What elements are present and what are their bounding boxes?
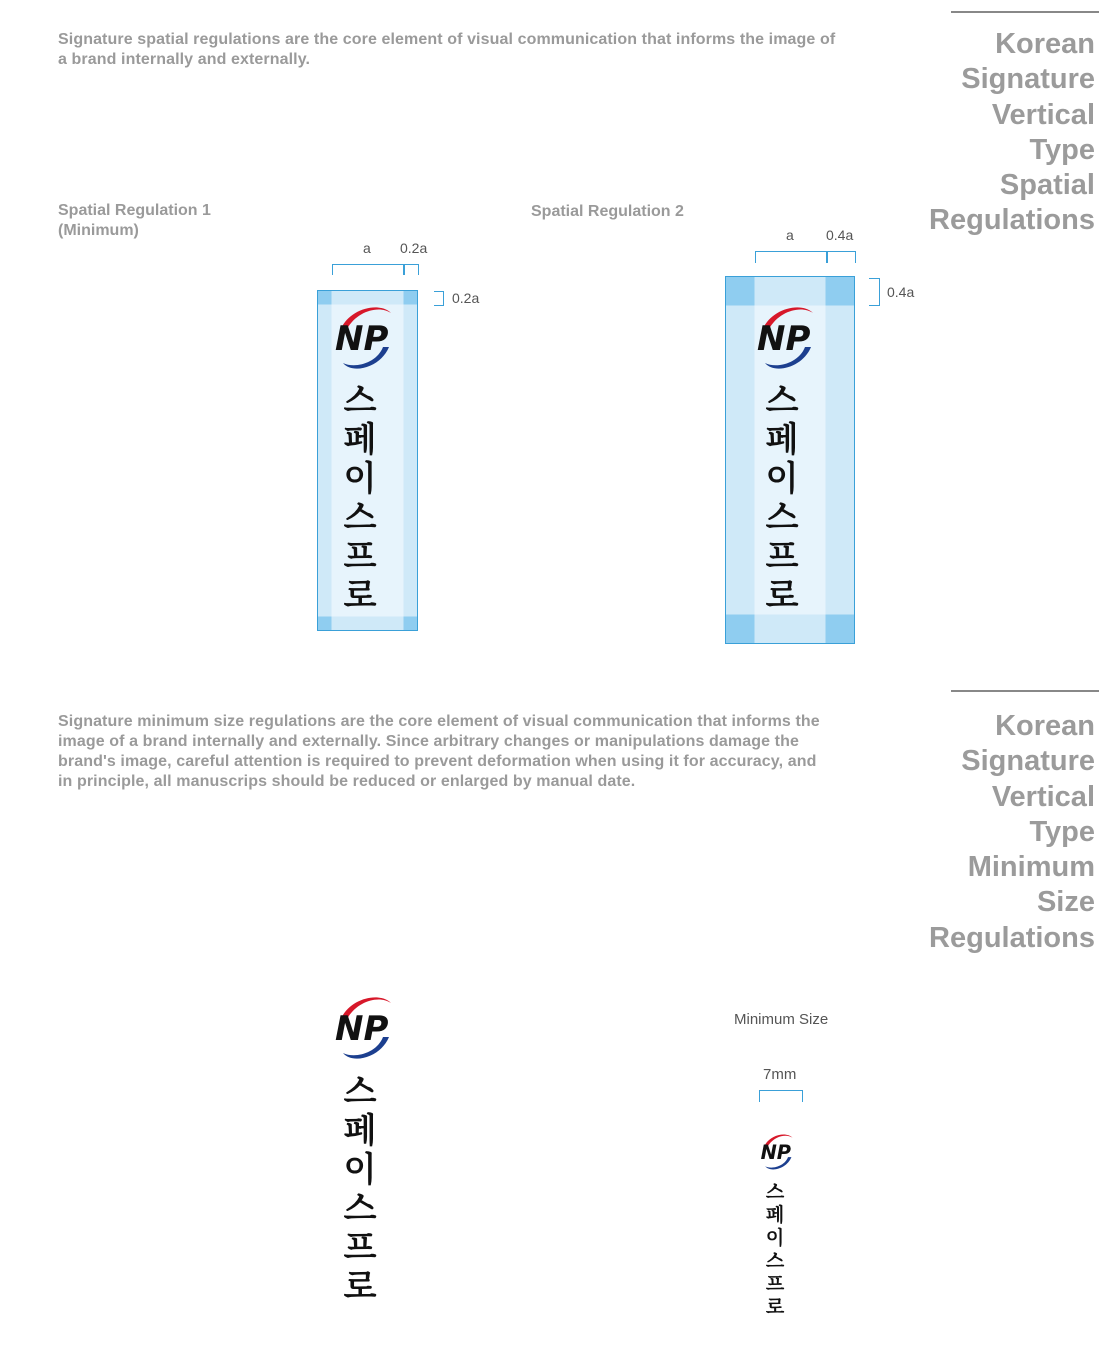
wordmark-char: 스 (343, 1189, 377, 1229)
reg1-label-line: Spatial Regulation 1 (58, 202, 211, 219)
wordmark-char: 이 (343, 459, 377, 499)
wordmark-char: 프 (343, 537, 377, 577)
reg1-label (58, 201, 211, 241)
wordmark-char: 로 (343, 576, 377, 616)
reg2-dim-horiz: 0.4a (826, 227, 854, 243)
reg1-bracket-a (332, 264, 404, 275)
wordmark-char: 프 (765, 1273, 785, 1295)
side-title-word: Spatial (999, 169, 1095, 202)
reg1-dim-a: a (363, 240, 371, 256)
side-title-word: Korean (995, 710, 1095, 742)
wordmark-char: 페 (765, 420, 799, 460)
side-title-word: Minimum (967, 851, 1095, 884)
reg2-bracket-vert (869, 278, 880, 306)
reg1-bracket-vert (434, 291, 444, 306)
wordmark-char: 이 (343, 1150, 377, 1190)
section1-rule (951, 11, 1099, 13)
wordmark-char: 페 (343, 420, 377, 460)
korean-wordmark (338, 1073, 382, 1307)
np-logo-mark (753, 303, 829, 373)
svg-text:NP: NP (335, 1009, 389, 1049)
side-title-word: Signature (961, 745, 1095, 778)
section2-rule (951, 690, 1099, 692)
wordmark-char: 페 (765, 1204, 785, 1226)
reg1-dim-vert: 0.2a (452, 290, 480, 306)
np-logo-mark (758, 1132, 802, 1172)
np-logo-mark (331, 993, 407, 1063)
intro-line: brand's image, careful attention is required to prevent deformation when using it for accuracy, and (58, 753, 817, 770)
minimum-size-bracket (759, 1090, 803, 1102)
wordmark-char: 이 (765, 459, 799, 499)
wordmark-char: 스 (765, 1181, 785, 1203)
korean-wordmark (764, 1181, 786, 1319)
intro-line: a brand internally and externally. (58, 51, 311, 68)
svg-text:NP: NP (757, 319, 811, 359)
intro-line: in principle, all manuscrips should be reduced or enlarged by manual date. (58, 773, 636, 790)
section2-side-title (929, 709, 1095, 956)
reg1-dim-horiz: 0.2a (400, 240, 428, 256)
wordmark-char: 이 (765, 1227, 785, 1249)
side-title-word: Regulations (929, 921, 1095, 954)
section1-side-title (929, 27, 1095, 239)
side-title-word: Size (1036, 886, 1095, 919)
wordmark-char: 로 (765, 1296, 785, 1318)
side-title-word: Korean (995, 28, 1095, 60)
reg1-label-line: (Minimum) (58, 222, 139, 239)
np-logo-mark (331, 303, 407, 373)
reg2-dim-vert: 0.4a (887, 284, 915, 300)
side-title-word: Signature (961, 63, 1095, 96)
wordmark-char: 로 (765, 576, 799, 616)
reg2-bracket-04a (827, 251, 856, 263)
wordmark-char: 로 (343, 1267, 377, 1307)
wordmark-char: 프 (765, 537, 799, 577)
minimum-size-dim: 7mm (763, 1066, 797, 1083)
wordmark-char: 스 (765, 381, 799, 421)
svg-text:NP: NP (335, 319, 389, 359)
side-title-word: Regulations (929, 204, 1095, 237)
reg2-label: Spatial Regulation 2 (531, 203, 684, 220)
svg-text:NP: NP (760, 1140, 792, 1164)
wordmark-char: 프 (343, 1228, 377, 1268)
side-title-word: Vertical (991, 98, 1095, 131)
intro-line: Signature spatial regulations are the core element of visual communication that informs the image of (58, 31, 836, 48)
reg1-bracket-02a (404, 264, 419, 275)
intro-line: image of a brand internally and externally. Since arbitrary changes or manipulations damage the (58, 733, 799, 750)
side-title-word: Vertical (991, 780, 1095, 813)
section2-intro (58, 712, 820, 792)
reg2-bracket-a (755, 251, 827, 263)
korean-wordmark (760, 382, 804, 616)
minimum-size-label: Minimum Size (734, 1011, 829, 1028)
side-title-word: Type (1029, 815, 1095, 848)
wordmark-char: 스 (343, 498, 377, 538)
intro-line: Signature minimum size regulations are the core element of visual communication that informs the (58, 713, 820, 730)
wordmark-char: 스 (343, 1072, 377, 1112)
wordmark-char: 페 (343, 1111, 377, 1151)
section1-intro (58, 30, 835, 70)
reg2-dim-a: a (786, 227, 794, 243)
wordmark-char: 스 (765, 1250, 785, 1272)
wordmark-char: 스 (765, 498, 799, 538)
korean-wordmark (338, 382, 382, 616)
wordmark-char: 스 (343, 381, 377, 421)
side-title-word: Type (1029, 133, 1095, 166)
